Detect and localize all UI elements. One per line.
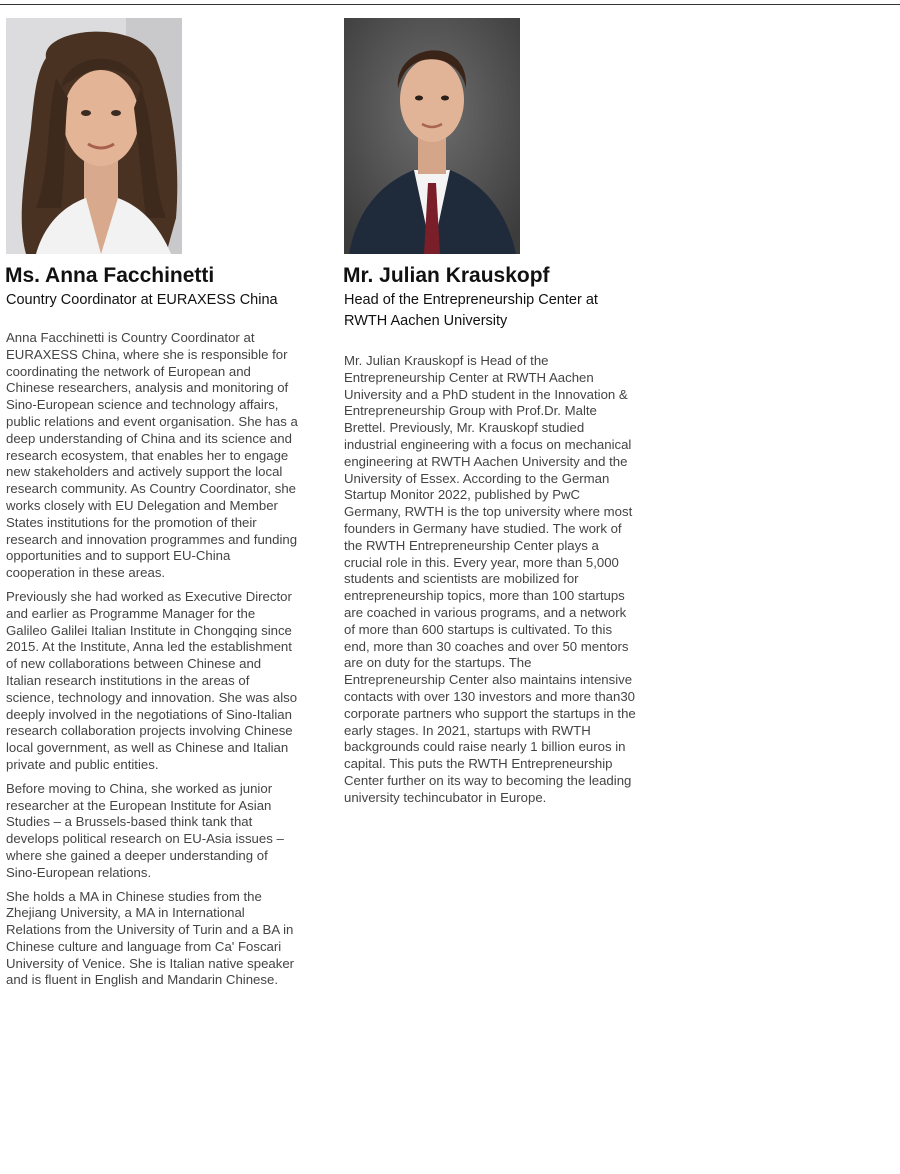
speaker-bio	[6, 330, 298, 989]
speaker-name: Mr. Julian Krauskopf	[343, 264, 550, 287]
profile-julian-krauskopf	[344, 18, 640, 814]
bio-paragraph: She holds a MA in Chinese studies from the Zhejiang University, a MA in International Relations from the University of Turin and a BA in Chinese culture and language from Ca' Foscari University of Venice. She is Italian native speaker and is fluent in English and Mandarin Chinese.	[6, 888, 295, 988]
portrait-man-photo	[344, 18, 520, 254]
portrait-woman-photo	[6, 18, 182, 254]
bio-paragraph: Anna Facchinetti is Country Coordinator at EURAXESS China, where she is responsible for coordinating the network of European and Chinese researchers, analysis and monitoring of Sino-European science and technology affairs, public relations and event organisation. She has a deep understanding of China and its science and research ecosystem, that enables her to engage new stakeholders and actively support the local research community. As Country Coordinator, she works closely with EU Delegation and Member States institutions for the promotion of their research and innovation programmes and funding opportunities and to support EU-China cooperation in these areas.	[6, 330, 298, 581]
speaker-role: Country Coordinator at EURAXESS China	[6, 292, 278, 308]
speaker-role: Head of the Entrepreneurship Center at RWTH Aachen University	[344, 292, 598, 329]
bio-paragraph: Previously she had worked as Executive Director and earlier as Programme Manager for the Galileo Galilei Italian Institute in Chongqing since 2015. At the Institute, Anna led the establishment of new collaborations between Chinese and Italian research institutions in the areas of science, technology and innovation. She was also deeply involved in the negotiations of Sino-Italian research collaboration projects involving Chinese local government, as well as Chinese and Italian private and public entities.	[6, 588, 298, 772]
profile-anna-facchinetti	[6, 18, 302, 996]
bio-paragraph: Before moving to China, she worked as junior researcher at the European Institute for Asian Studies – a Brussels-based think tank that develops political research on EU-Asia issues – where she gained a deeper understanding of Sino-European relations.	[6, 780, 284, 880]
bio-paragraph: Mr. Julian Krauskopf is Head of the Entrepreneurship Center at RWTH Aachen University and a PhD student in the Innovation & Entrepreneurship Group with Prof.Dr. Malte Brettel. Previously, Mr. Krauskopf studied industrial engineering with a focus on mechanical engineering at RWTH Aachen University and the University of Essex. According to the German Startup Monitor 2022, published by PwC Germany, RWTH is the top university where most founders in Germany have studied. The work of the RWTH Entrepreneurship Center plays a crucial role in this. Every year, more than 5,000 students and scientists are mobilized for entrepreneurship topics, more than 100 startups are coached in various programs, and a network of more than 600 startups is cultivated. To this end, more than 30 coaches and over 50 mentors are on duty for the startups. The Entrepreneurship Center also maintains intensive contacts with over 130 investors and more than30 corporate partners who support the startups in the early stages. In 2021, startups with RWTH backgrounds could raise nearly 1 billion euros in capital. This puts the RWTH Entrepreneurship Center further on its way to becoming the leading university techincubator in Europe.	[344, 353, 636, 805]
top-divider	[0, 4, 900, 5]
speaker-bio	[344, 353, 636, 807]
speaker-name: Ms. Anna Facchinetti	[5, 264, 215, 287]
